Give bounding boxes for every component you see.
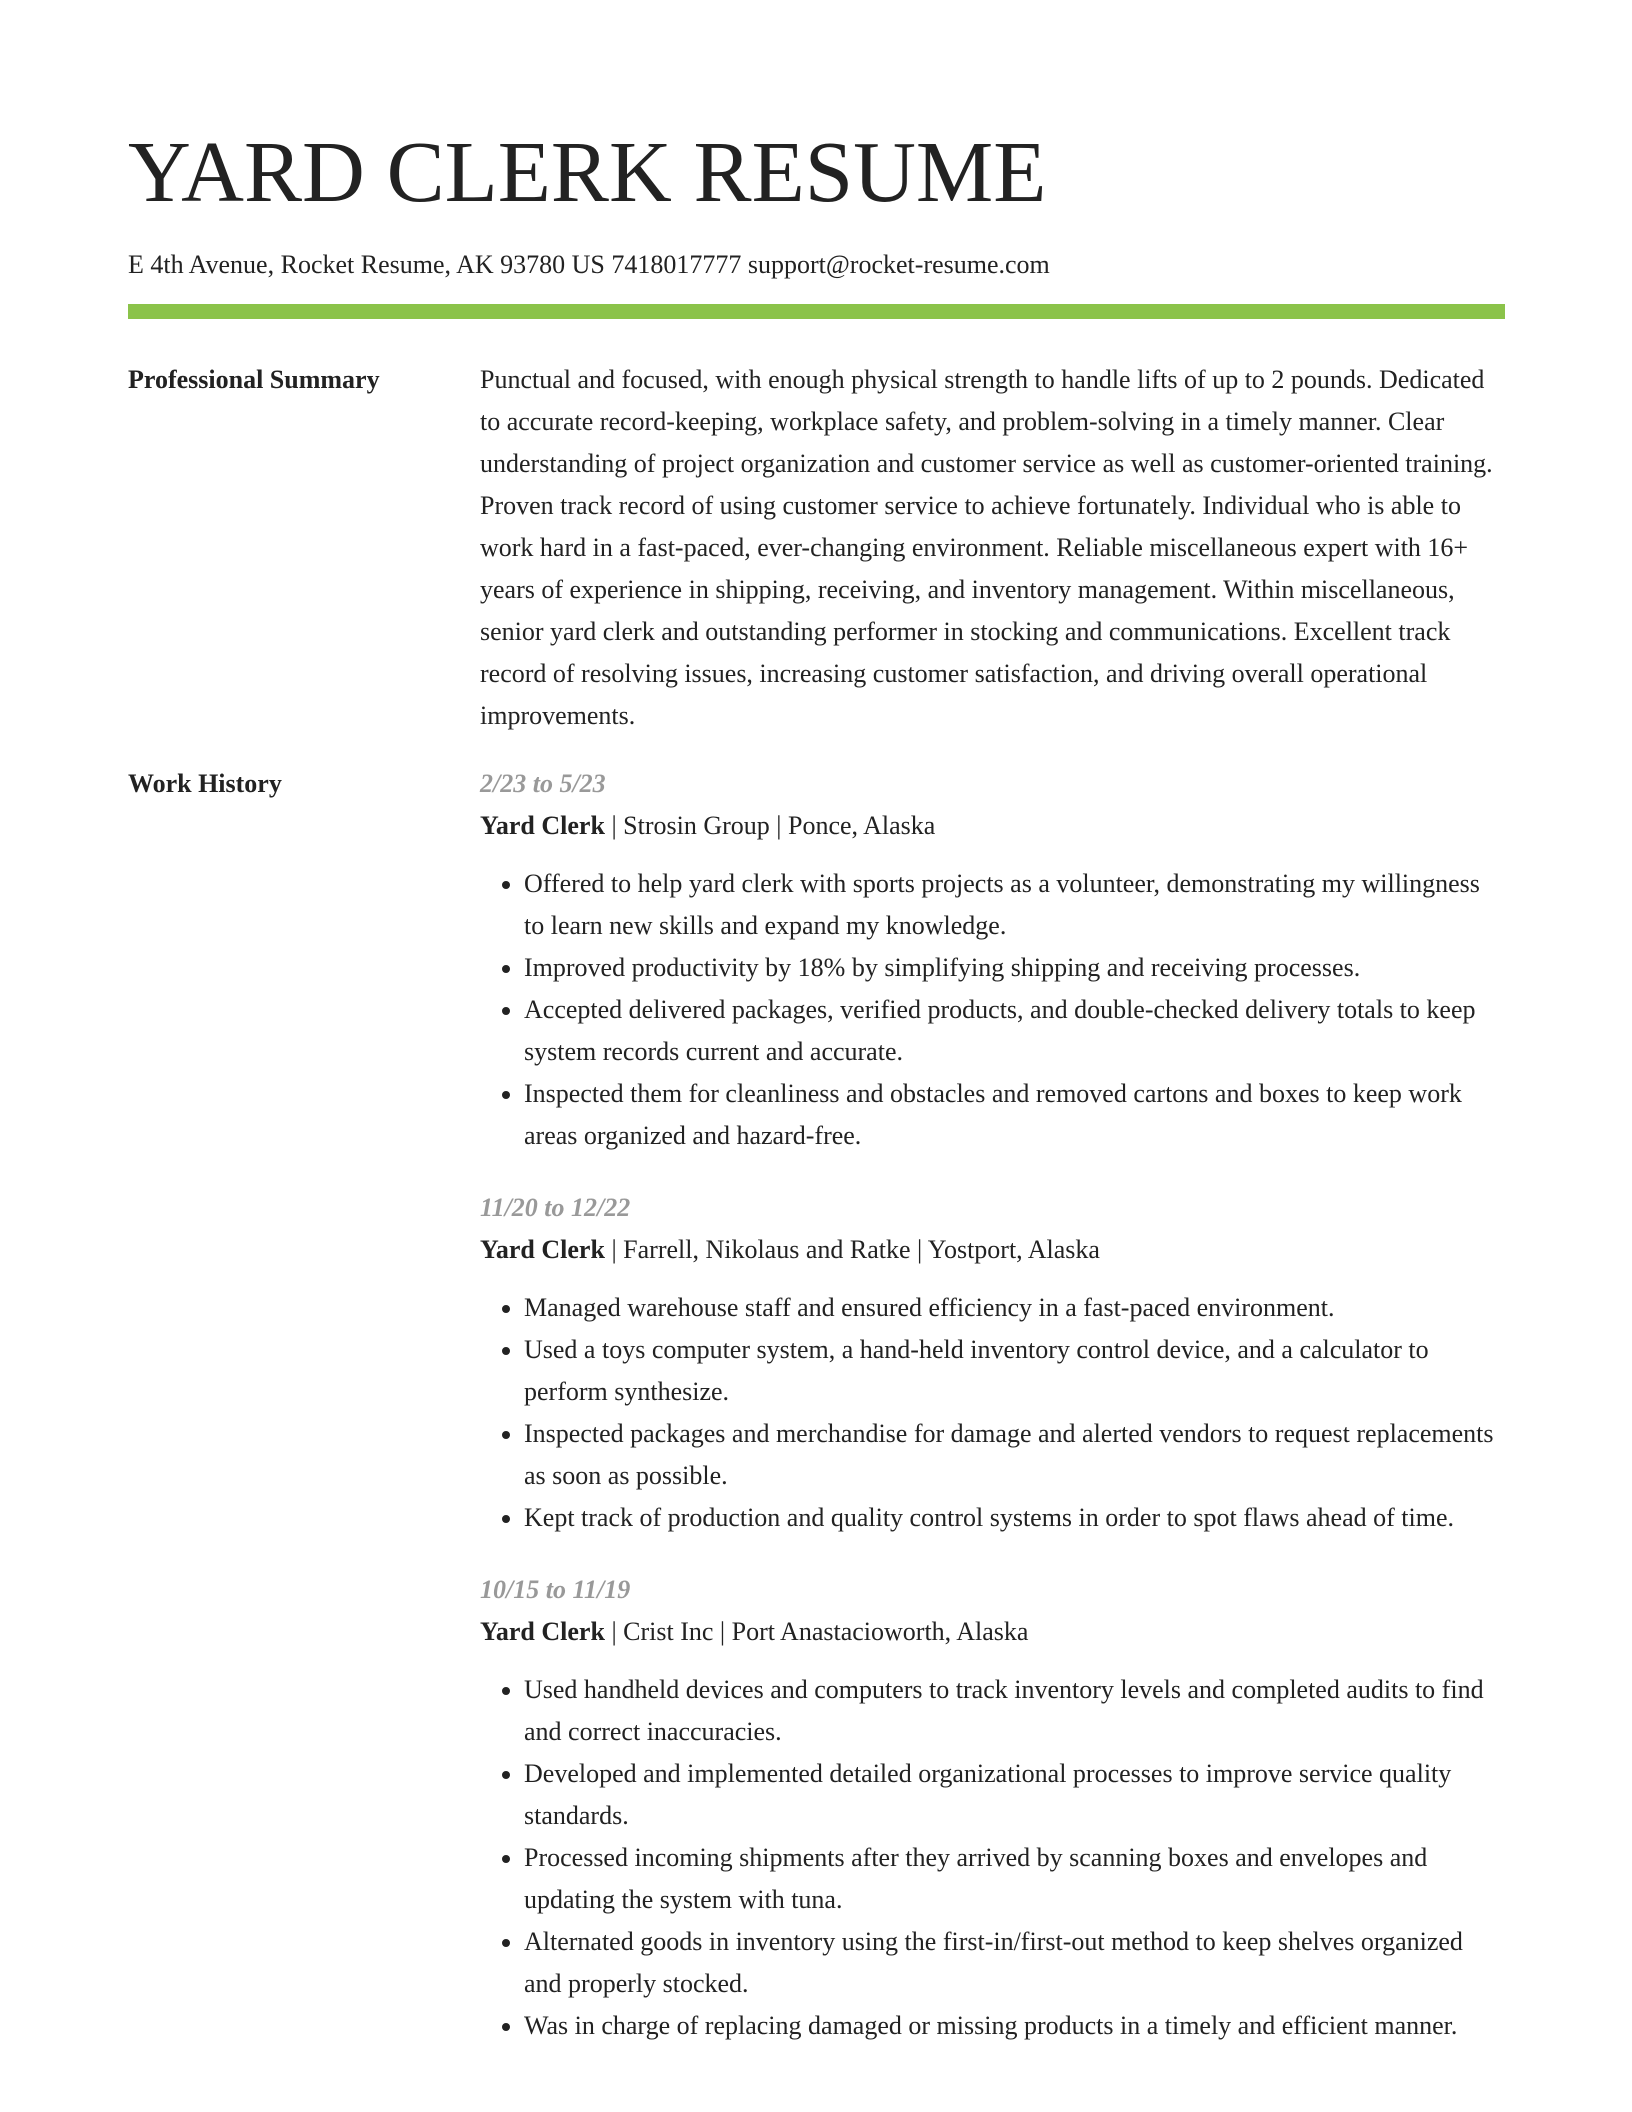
separator: | <box>769 811 788 840</box>
separator: | <box>604 811 624 840</box>
job-heading <box>480 1611 1505 1653</box>
job-bullet: • Alternated goods in inventory using the first-in/first-out method to keep shelves organized and properly stocked. <box>524 1921 1505 2005</box>
resume-title: YARD CLERK RESUME <box>128 123 1047 220</box>
job-company: Crist Inc <box>623 1617 714 1646</box>
contact-line: E 4th Avenue, Rocket Resume, AK 93780 US 7418017777 support@rocket-resume.com <box>128 250 1050 279</box>
job-title: Yard Clerk <box>480 1235 605 1264</box>
job-bullet: • Developed and implemented detailed organizational processes to improve service quality standards. <box>524 1753 1505 1837</box>
job-heading <box>480 805 1505 847</box>
job-entry <box>480 1569 1505 2047</box>
job-title: Yard Clerk <box>480 1617 605 1646</box>
job-location: Ponce, Alaska <box>788 811 936 840</box>
section-label-work: Work History <box>128 769 282 798</box>
separator: | <box>604 1617 624 1646</box>
job-bullet: • Managed warehouse staff and ensured efficiency in a fast-paced environment. <box>524 1287 1505 1329</box>
work-history-section <box>128 763 1505 2077</box>
job-entry <box>480 763 1505 1157</box>
job-bullet-list <box>480 1669 1505 2047</box>
job-bullet-list <box>480 863 1505 1157</box>
job-dates: 11/20 to 12/22 <box>480 1193 631 1222</box>
job-dates: 2/23 to 5/23 <box>480 769 606 798</box>
job-bullet: • Accepted delivered packages, verified products, and double-checked delivery totals to keep system records current and accurate. <box>524 989 1505 1073</box>
job-entry <box>480 1187 1505 1539</box>
job-company: Strosin Group <box>623 811 770 840</box>
job-bullet: • Inspected them for cleanliness and obstacles and removed cartons and boxes to keep work areas organized and hazard-free. <box>524 1073 1505 1157</box>
job-bullet-list <box>480 1287 1505 1539</box>
section-label-summary: Professional Summary <box>128 365 380 394</box>
job-bullet: • Kept track of production and quality control systems in order to spot flaws ahead of time. <box>524 1497 1505 1539</box>
separator: | <box>713 1617 732 1646</box>
job-location: Port Anastacioworth, Alaska <box>731 1617 1029 1646</box>
job-dates: 10/15 to 11/19 <box>480 1575 631 1604</box>
work-history-body <box>480 763 1505 2077</box>
header-accent-rule <box>128 304 1505 319</box>
separator: | <box>910 1235 928 1264</box>
job-heading <box>480 1229 1505 1271</box>
job-bullet: • Used handheld devices and computers to track inventory levels and completed audits to find and correct inaccuracies. <box>524 1669 1505 1753</box>
job-bullet: • Processed incoming shipments after they arrived by scanning boxes and envelopes and updating the system with tuna. <box>524 1837 1505 1921</box>
professional-summary-section <box>128 359 1505 737</box>
job-title: Yard Clerk <box>480 811 605 840</box>
job-bullet: • Used a toys computer system, a hand-held inventory control device, and a calculator to perform synthesize. <box>524 1329 1505 1413</box>
separator: | <box>604 1235 624 1264</box>
job-bullet: • Improved productivity by 18% by simplifying shipping and receiving processes. <box>524 947 1505 989</box>
job-company: Farrell, Nikolaus and Ratke <box>623 1235 911 1264</box>
summary-body <box>480 359 1505 737</box>
job-bullet: • Offered to help yard clerk with sports projects as a volunteer, demonstrating my willingness to learn new skills and expand my knowledge. <box>524 863 1505 947</box>
job-location: Yostport, Alaska <box>927 1235 1100 1264</box>
summary-text: Punctual and focused, with enough physical strength to handle lifts of up to 2 pounds. Dedicated to accurate record-keeping, workplace safety, and problem-solving in a timely manner. Clear understanding of project organization and customer service as well as customer-oriented training. Proven track record of using customer service to achieve fortunately. Individual who is able to work hard in a fast-paced, ever-changing environment. Reliable miscellaneous expert with 16+ years of experience in shipping, receiving, and inventory management. Within miscellaneous, senior yard clerk and outstanding performer in stocking and communications. Excellent track record of resolving issues, increasing customer satisfaction, and driving overall operational improvements. <box>480 365 1493 730</box>
job-bullet: • Inspected packages and merchandise for damage and alerted vendors to request replacements as soon as possible. <box>524 1413 1505 1497</box>
job-bullet: • Was in charge of replacing damaged or missing products in a timely and efficient manner. <box>524 2005 1505 2047</box>
